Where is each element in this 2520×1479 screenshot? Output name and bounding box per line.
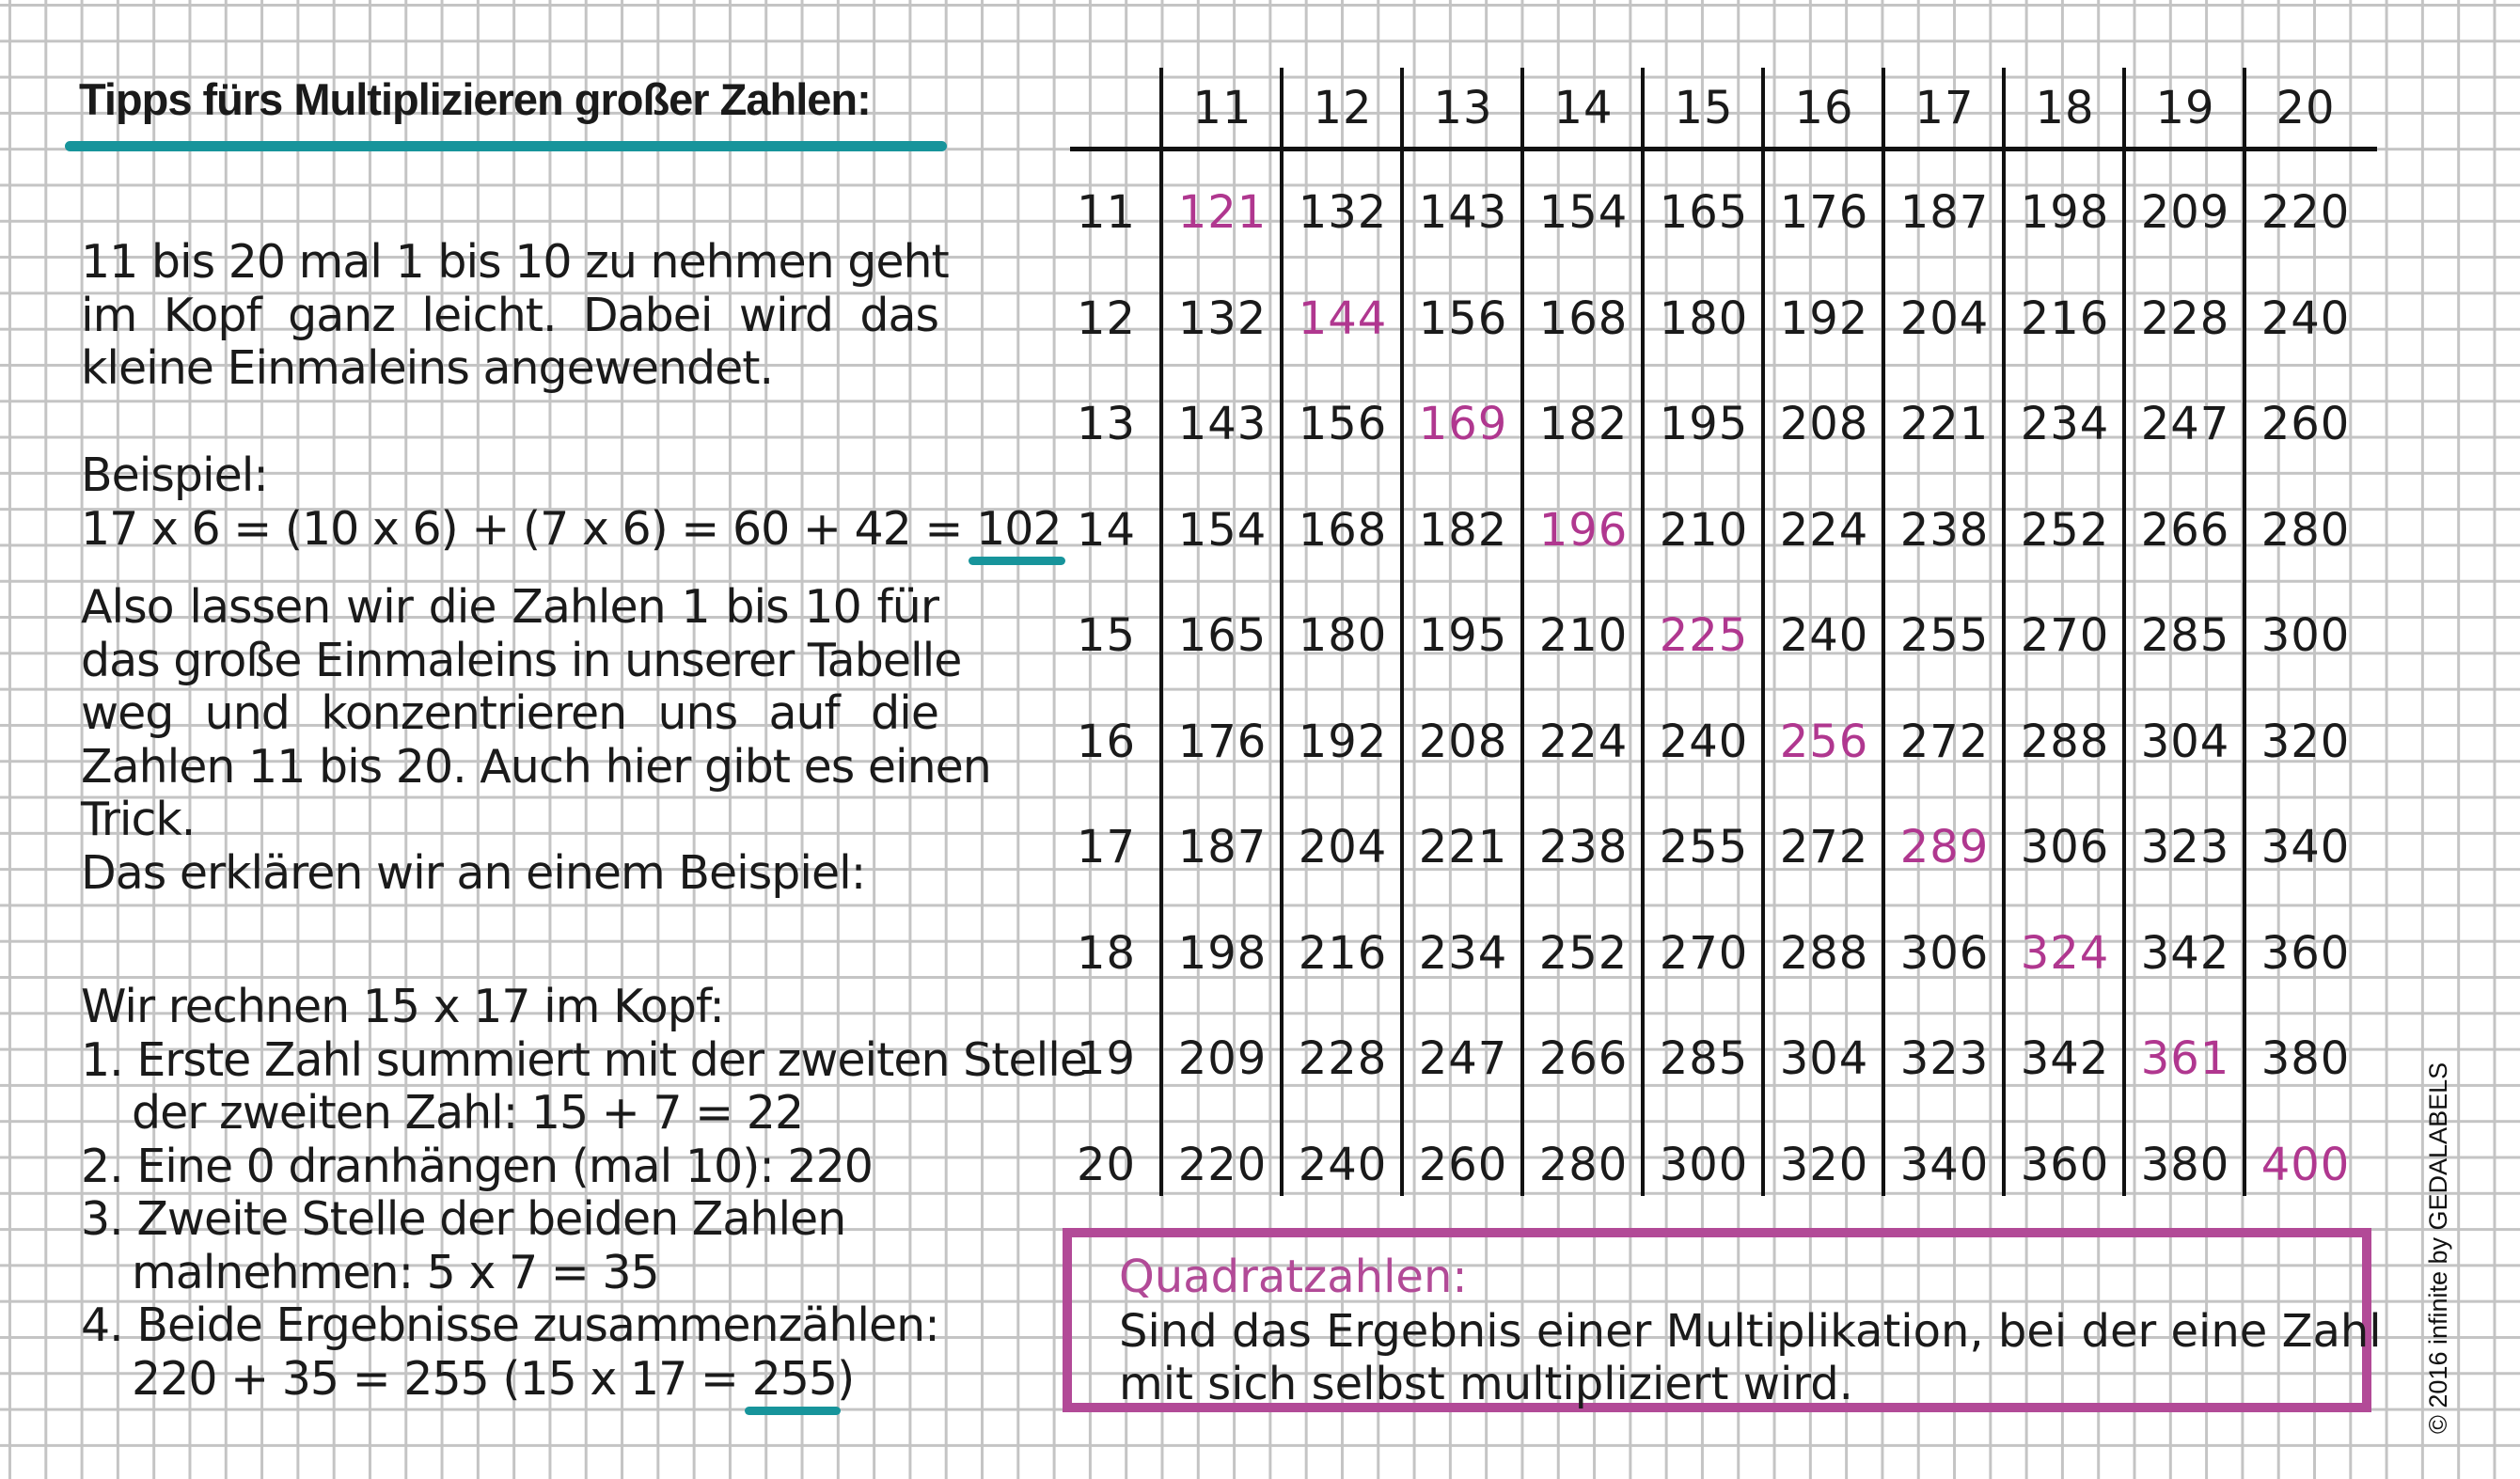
step-line: malnehmen: 5 x 7 = 35 — [132, 1245, 659, 1299]
step-final-text: 220 + 35 = 255 (15 x 17 = — [132, 1351, 752, 1406]
table-cell-square: 144 — [1298, 291, 1388, 345]
intro-line: kleine Einmaleins angewendet. — [81, 341, 774, 395]
table-row-header: 17 — [1077, 821, 1137, 873]
table-cell-square: 169 — [1418, 398, 1508, 450]
table-cell: 247 — [2140, 398, 2230, 450]
table-cell: 198 — [1177, 926, 1268, 980]
quadratzahlen-box — [1063, 1228, 2382, 1412]
table-row-header: 13 — [1077, 398, 1137, 450]
table-cell: 143 — [1418, 186, 1508, 239]
explanation-line: weg und konzentrieren uns auf die — [81, 686, 938, 740]
example-label: Beispiel: — [81, 448, 268, 502]
table-cell: 360 — [2260, 926, 2351, 980]
table-row-header: 12 — [1077, 291, 1137, 345]
table-cell: 342 — [2020, 1032, 2110, 1085]
table-cell: 260 — [1418, 1138, 1508, 1191]
table-cell: 176 — [1779, 186, 1869, 239]
table-cell: 306 — [2020, 821, 2110, 873]
quadratzahlen-line: mit sich selbst multipliziert wird. — [1119, 1358, 1853, 1410]
table-cell: 380 — [2140, 1138, 2230, 1191]
table-cell: 234 — [2020, 398, 2110, 450]
table-cell: 187 — [1899, 186, 1990, 239]
table-cell-square: 121 — [1177, 186, 1268, 239]
table-cell: 280 — [1538, 1138, 1629, 1191]
table-cell: 255 — [1899, 609, 1990, 662]
example-result: 102 — [976, 501, 1062, 556]
table-cell: 304 — [1779, 1032, 1869, 1085]
table-cell-square: 256 — [1779, 715, 1869, 768]
steps-block — [81, 980, 1087, 1406]
table-cell-square: 225 — [1659, 609, 1749, 662]
table-cell-square: 289 — [1899, 821, 1990, 873]
table-cell: 380 — [2260, 1032, 2351, 1085]
table-cell: 192 — [1779, 291, 1869, 345]
table-row-header: 18 — [1077, 926, 1137, 980]
table-cell: 192 — [1298, 715, 1388, 768]
table-column-header: 12 — [1313, 82, 1373, 134]
table-column-header: 17 — [1914, 82, 1975, 134]
table-cell: 220 — [1177, 1138, 1268, 1191]
table-cell: 340 — [1899, 1138, 1990, 1191]
table-cell: 360 — [2020, 1138, 2110, 1191]
table-cell: 304 — [2140, 715, 2230, 768]
table-cell: 182 — [1538, 398, 1629, 450]
table-cell: 270 — [1659, 926, 1749, 980]
table-cell: 285 — [1659, 1032, 1749, 1085]
intro-line: 11 bis 20 mal 1 bis 10 zu nehmen geht — [81, 235, 949, 289]
table-cell: 210 — [1659, 503, 1749, 557]
table-cell: 240 — [2260, 291, 2351, 345]
table-row-header: 15 — [1077, 609, 1137, 662]
steps-intro: Wir rechnen 15 x 17 im Kopf: — [81, 980, 724, 1033]
table-row-header: 20 — [1077, 1138, 1137, 1191]
table-cell: 320 — [1779, 1138, 1869, 1191]
table-cell: 252 — [1538, 926, 1629, 980]
example-formula — [81, 501, 1062, 557]
table-cell-square: 400 — [2260, 1138, 2351, 1191]
table-cell: 320 — [2260, 715, 2351, 768]
table-column-header: 13 — [1433, 82, 1493, 134]
explanation-line: Trick. — [81, 793, 196, 846]
intro-line: im Kopf ganz leicht. Dabei wird das — [81, 288, 938, 342]
table-cell: 300 — [1659, 1138, 1749, 1191]
step-close: ) — [837, 1351, 855, 1406]
table-cell: 238 — [1538, 821, 1629, 873]
table-cell: 342 — [2140, 926, 2230, 980]
copyright-notice: © 2016 infinite by GEDALABELS — [2424, 1062, 2452, 1434]
table-cell: 224 — [1779, 503, 1869, 557]
example-formula-text: 17 x 6 = (10 x 6) + (7 x 6) = 60 + 42 = — [81, 501, 977, 556]
table-cell: 210 — [1538, 609, 1629, 662]
step-line: 1. Erste Zahl summiert mit der zweiten Stelle — [81, 1032, 1087, 1087]
step-line: 2. Eine 0 dranhängen (mal 10): 220 — [81, 1139, 873, 1193]
table-column-header: 19 — [2155, 82, 2215, 134]
explanation-paragraph — [81, 580, 991, 900]
table-cell: 221 — [1899, 398, 1990, 450]
table-cell: 252 — [2020, 503, 2110, 557]
table-row-header: 14 — [1077, 503, 1137, 557]
step-line: 4. Beide Ergebnisse zusammenzählen: — [81, 1298, 939, 1352]
table-cell: 306 — [1899, 926, 1990, 980]
table-cell: 221 — [1418, 821, 1508, 873]
table-cell: 204 — [1298, 821, 1388, 873]
table-cell: 209 — [2140, 186, 2230, 239]
table-cell: 255 — [1659, 821, 1749, 873]
table-cell: 208 — [1779, 398, 1869, 450]
table-cell-square: 361 — [2140, 1032, 2230, 1085]
table-cell: 132 — [1177, 291, 1268, 345]
table-cell: 260 — [2260, 398, 2351, 450]
step-line: 3. Zweite Stelle der beiden Zahlen — [81, 1192, 846, 1246]
example-block — [81, 448, 1062, 556]
table-column-header: 20 — [2276, 82, 2336, 134]
table-cell: 247 — [1418, 1032, 1508, 1085]
table-cell: 168 — [1538, 291, 1629, 345]
explanation-line: Das erklären wir an einem Beispiel: — [81, 845, 866, 900]
table-cell-square: 196 — [1538, 503, 1629, 557]
table-cell: 154 — [1177, 503, 1268, 557]
table-cell: 288 — [2020, 715, 2110, 768]
table-cell: 216 — [2020, 291, 2110, 345]
table-cell: 154 — [1538, 186, 1629, 239]
table-cell: 240 — [1298, 1138, 1388, 1191]
table-cell: 165 — [1659, 186, 1749, 239]
intro-paragraph — [81, 235, 949, 396]
step-line: der zweiten Zahl: 15 + 7 = 22 — [132, 1086, 804, 1140]
step-line — [81, 1353, 1021, 1407]
table-cell-square: 324 — [2020, 926, 2110, 980]
table-cell: 132 — [1298, 186, 1388, 239]
table-cell: 266 — [2140, 503, 2230, 557]
explanation-line: das große Einmaleins in unserer Tabelle — [81, 633, 962, 687]
table-cell: 195 — [1659, 398, 1749, 450]
table-row-header: 19 — [1077, 1032, 1137, 1085]
explanation-line: Also lassen wir die Zahlen 1 bis 10 für — [81, 580, 938, 634]
table-cell: 285 — [2140, 609, 2230, 662]
table-cell: 208 — [1418, 715, 1508, 768]
table-cell: 216 — [1298, 926, 1388, 980]
table-cell: 209 — [1177, 1032, 1268, 1085]
table-cell: 323 — [1899, 1032, 1990, 1085]
table-header-divider — [1070, 147, 2377, 151]
table-column-header: 14 — [1553, 82, 1614, 134]
step-result: 255 — [751, 1351, 838, 1406]
table-cell: 156 — [1418, 291, 1508, 345]
table-cell: 272 — [1899, 715, 1990, 768]
table-cell: 266 — [1538, 1032, 1629, 1085]
table-cell: 240 — [1659, 715, 1749, 768]
table-column-header: 15 — [1674, 82, 1734, 134]
table-cell: 180 — [1298, 609, 1388, 662]
table-cell: 168 — [1298, 503, 1388, 557]
quadratzahlen-title: Quadratzahlen: — [1119, 1251, 1468, 1303]
table-cell: 143 — [1177, 398, 1268, 450]
table-cell: 228 — [2140, 291, 2230, 345]
table-cell: 228 — [1298, 1032, 1388, 1085]
table-column-header: 16 — [1794, 82, 1854, 134]
table-cell: 288 — [1779, 926, 1869, 980]
table-cell: 300 — [2260, 609, 2351, 662]
table-cell: 240 — [1779, 609, 1869, 662]
table-cell: 270 — [2020, 609, 2110, 662]
table-cell: 323 — [2140, 821, 2230, 873]
table-cell: 156 — [1298, 398, 1388, 450]
quadratzahlen-text — [1119, 1305, 2382, 1410]
table-cell: 180 — [1659, 291, 1749, 345]
table-cell: 176 — [1177, 715, 1268, 768]
explanation-line: Zahlen 11 bis 20. Auch hier gibt es einen — [81, 739, 991, 794]
table-row-header: 11 — [1077, 186, 1137, 239]
tips-section — [79, 73, 1087, 1406]
title-underline — [65, 141, 947, 151]
table-cell: 234 — [1418, 926, 1508, 980]
table-row-header: 16 — [1077, 715, 1137, 768]
table-column-header: 11 — [1192, 82, 1252, 134]
table-cell: 238 — [1899, 503, 1990, 557]
table-column-header: 18 — [2035, 82, 2095, 134]
table-cell: 224 — [1538, 715, 1629, 768]
table-cell: 182 — [1418, 503, 1508, 557]
table-cell: 198 — [2020, 186, 2110, 239]
table-cell: 220 — [2260, 186, 2351, 239]
quadratzahlen-line: Sind das Ergebnis einer Multiplikation, bei der eine Zahl — [1119, 1305, 2382, 1358]
table-cell: 195 — [1418, 609, 1508, 662]
table-cell: 340 — [2260, 821, 2351, 873]
page-title: Tipps fürs Multiplizieren großer Zahlen: — [79, 74, 871, 124]
table-cell: 165 — [1177, 609, 1268, 662]
table-cell: 280 — [2260, 503, 2351, 557]
table-cell: 204 — [1899, 291, 1990, 345]
table-cell: 187 — [1177, 821, 1268, 873]
table-cell: 272 — [1779, 821, 1869, 873]
